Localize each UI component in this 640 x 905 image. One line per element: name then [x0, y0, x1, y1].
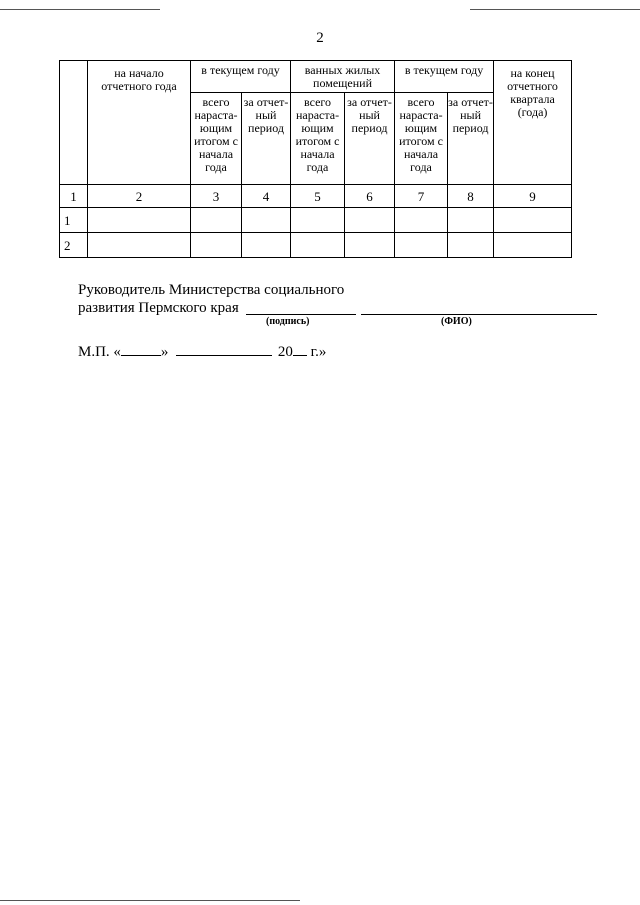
table-cell	[345, 233, 395, 258]
table-cell	[88, 233, 191, 258]
header-cell-9: на конец отчетного квартала (года)	[494, 61, 572, 185]
header-group-3-4: в текущем году	[191, 61, 291, 93]
row-number: 1	[60, 208, 88, 233]
signature-line	[246, 314, 356, 315]
day-blank	[121, 343, 161, 356]
year-blank	[293, 343, 307, 356]
close-quote: »	[160, 344, 169, 360]
column-number: 8	[448, 185, 494, 208]
column-number-row	[60, 185, 572, 208]
header-cell-8: за отчет-ный период	[448, 93, 494, 185]
stamp-label: М.П. «	[78, 344, 121, 360]
column-number: 9	[494, 185, 572, 208]
header-cell-4: за отчет-ный период	[242, 93, 291, 185]
row-number: 2	[60, 233, 88, 258]
stamp-date-line	[78, 343, 326, 361]
table-cell	[242, 208, 291, 233]
table-cell	[494, 208, 572, 233]
table-row	[60, 208, 572, 233]
column-number: 4	[242, 185, 291, 208]
table-cell	[448, 233, 494, 258]
year-prefix: 20	[277, 344, 293, 360]
name-line	[361, 314, 597, 315]
page-top-edge-left	[0, 9, 160, 10]
column-number: 7	[395, 185, 448, 208]
table-cell	[191, 233, 242, 258]
header-cell-7: всего нараста-ющим итогом с начала года	[395, 93, 448, 185]
header-cell-1	[60, 61, 88, 185]
column-number: 2	[88, 185, 191, 208]
table-cell	[345, 208, 395, 233]
table-cell	[242, 233, 291, 258]
column-number: 6	[345, 185, 395, 208]
signature-title-line1: Руководитель Министерства социального	[78, 282, 345, 298]
table-cell	[448, 208, 494, 233]
header-group-5-6: ванных жилых помещений	[291, 61, 395, 93]
page-number: 2	[316, 30, 324, 46]
table-cell	[494, 233, 572, 258]
header-cell-5: всего нараста-ющим итогом с начала года	[291, 93, 345, 185]
report-table	[59, 60, 572, 258]
header-cell-6: за отчет-ный период	[345, 93, 395, 185]
table-cell	[88, 208, 191, 233]
table-cell	[395, 233, 448, 258]
year-suffix: г.»	[306, 344, 327, 360]
month-blank	[176, 343, 272, 356]
column-number: 5	[291, 185, 345, 208]
header-cell-3: всего нараста-ющим итогом с начала года	[191, 93, 242, 185]
signature-caption: (подпись)	[266, 316, 310, 327]
table-cell	[191, 208, 242, 233]
table-cell	[395, 208, 448, 233]
table-cell	[291, 233, 345, 258]
table-cell	[291, 208, 345, 233]
name-caption: (ФИО)	[441, 316, 472, 327]
header-row-top	[60, 61, 572, 93]
signature-title-line2: развития Пермского края	[78, 300, 239, 316]
table-row	[60, 233, 572, 258]
column-number: 1	[60, 185, 88, 208]
page-top-edge-right	[470, 9, 640, 10]
header-cell-2: на начало отчетного года	[88, 61, 191, 185]
signature-block	[78, 281, 344, 317]
column-number: 3	[191, 185, 242, 208]
page-bottom-edge	[0, 900, 300, 901]
header-group-7-8: в текущем году	[395, 61, 494, 93]
